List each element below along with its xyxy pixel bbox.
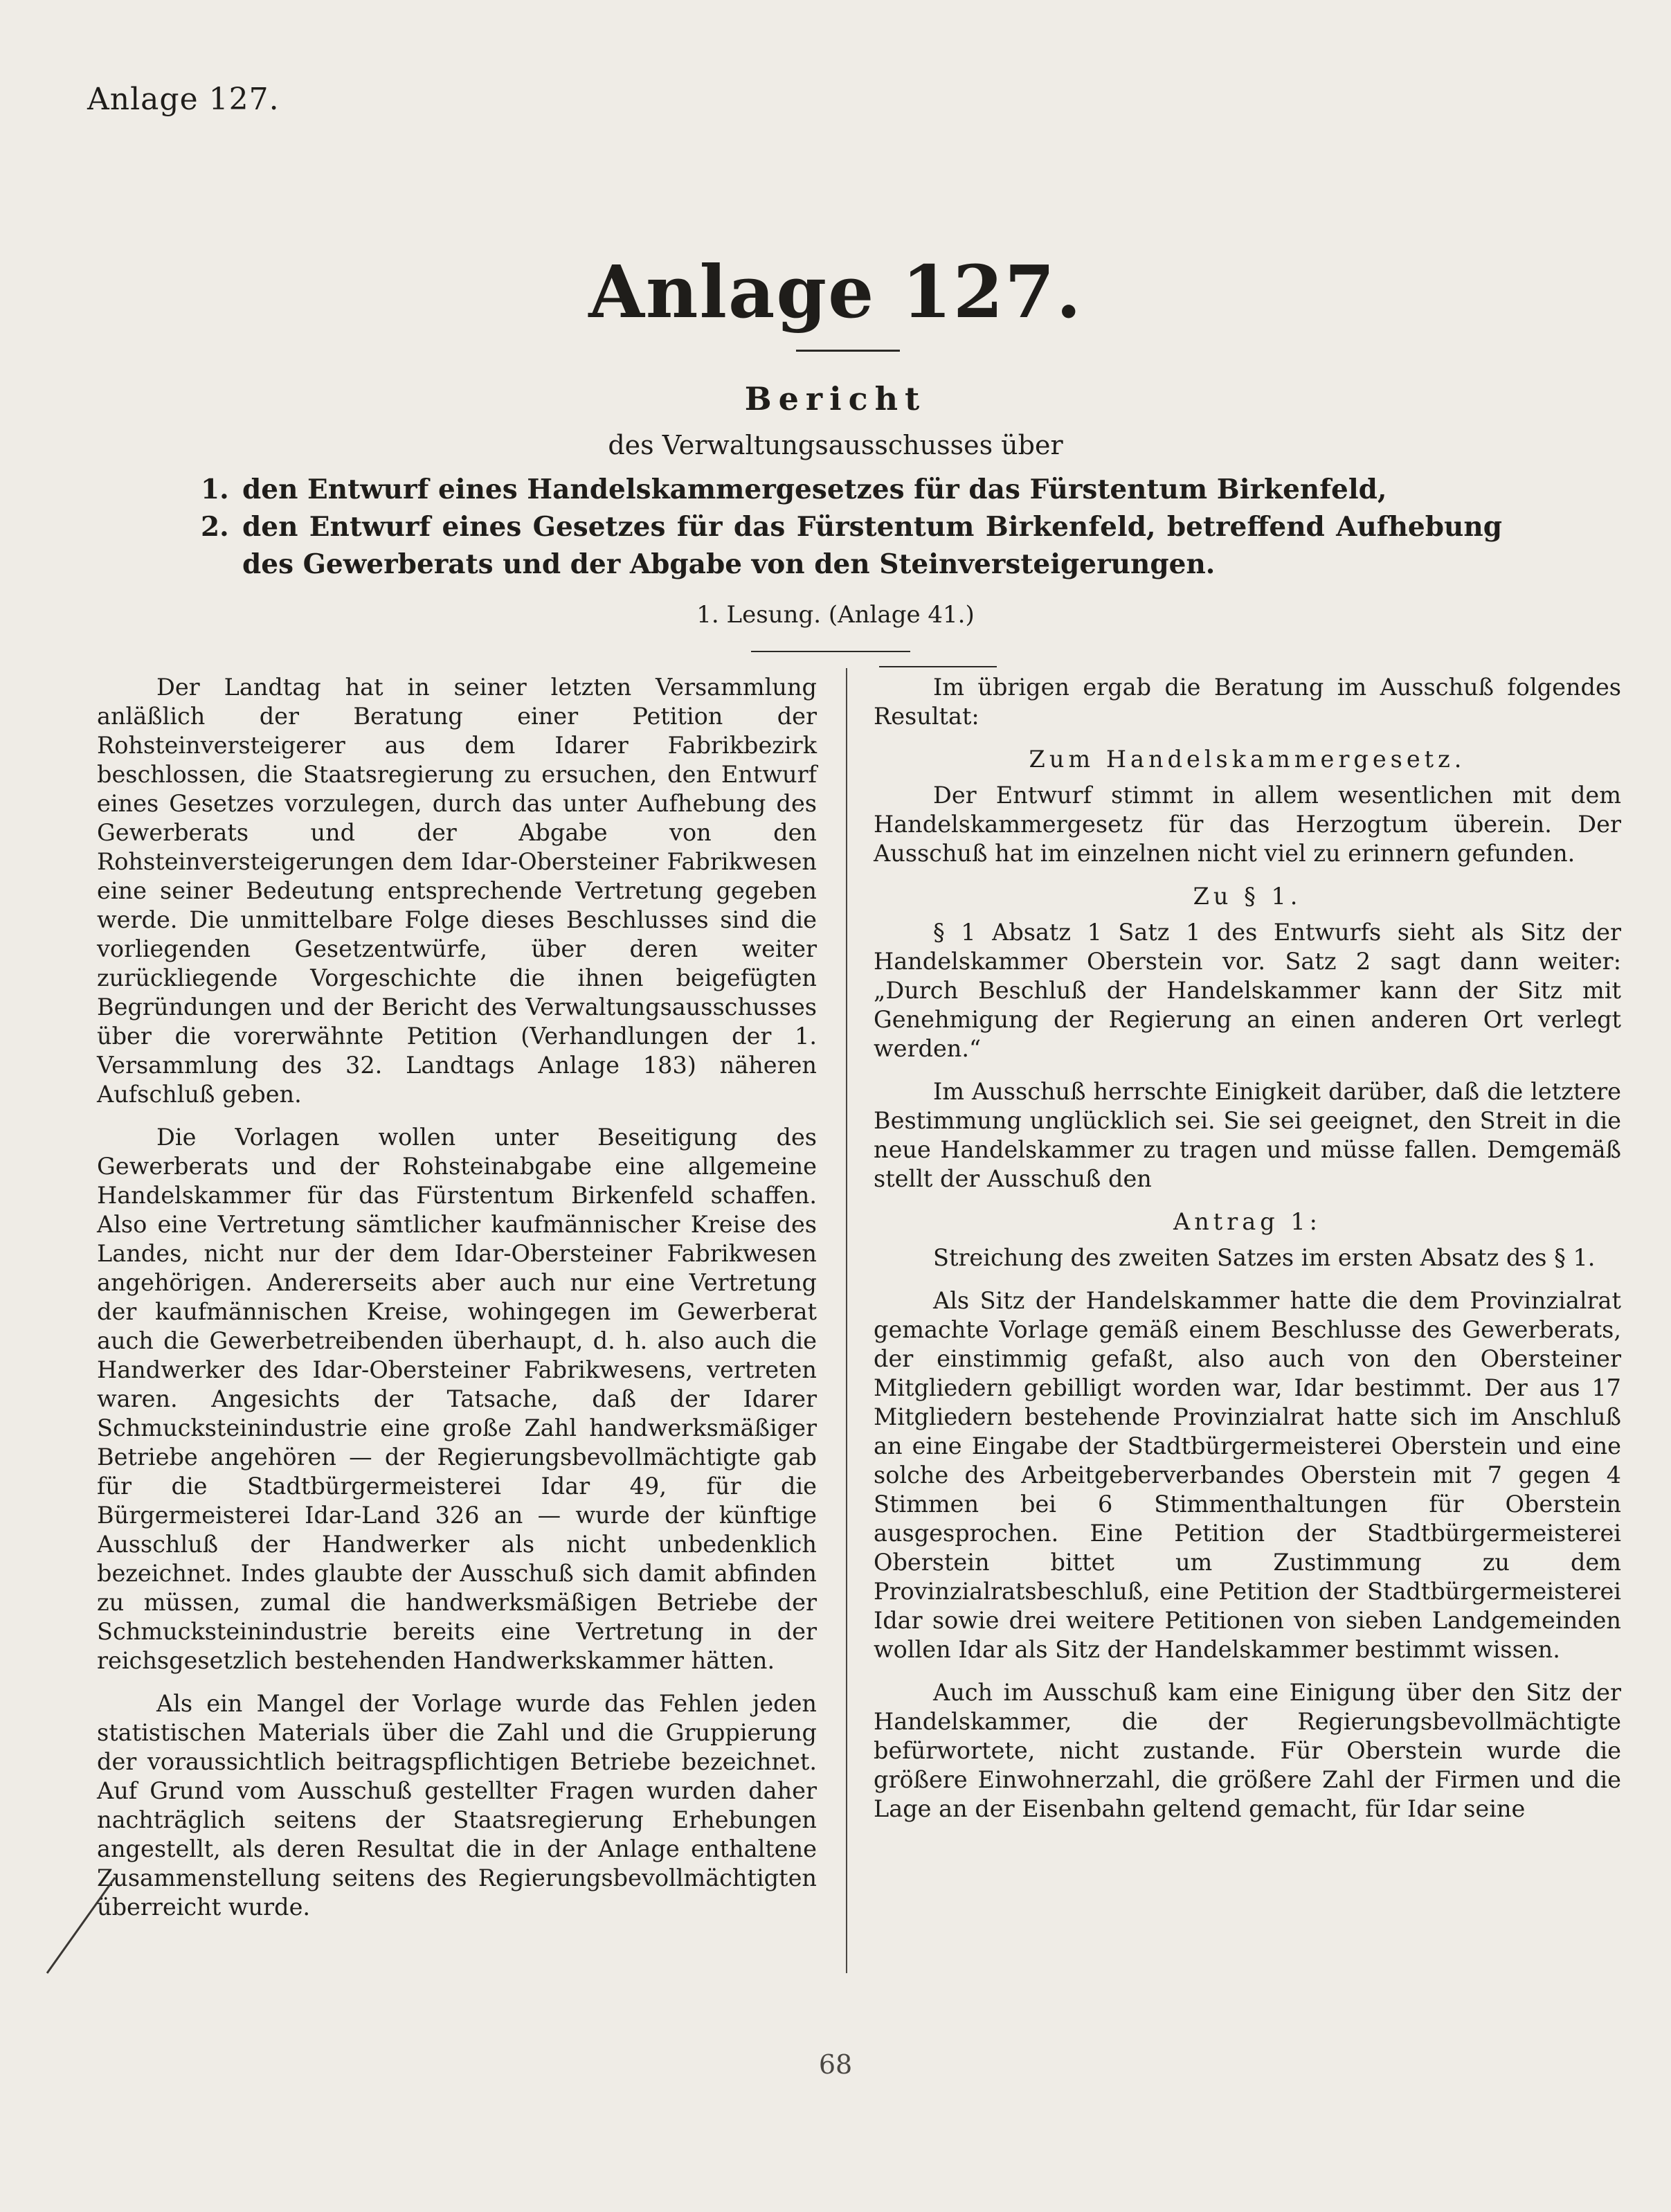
left-column [97,673,817,1936]
motion-heading: Antrag 1: [1173,1208,1321,1235]
report-header [0,374,1671,467]
subject-item-number: 2. [201,511,229,543]
section-rule [879,666,997,667]
page-title: Anlage 127. [588,249,1083,334]
pencil-mark [43,1873,119,1977]
paragraph: Der Entwurf stimmt in allem wesentlichen mit dem Handelskammergesetz für das Herzogtum überein. Der Ausschuß hat im einzelnen nicht viel zu erinnern gefunden. [874,782,1621,867]
report-subtitle: des Verwaltungsausschusses über [608,430,1063,460]
section-heading: Zu § 1. [1193,883,1302,910]
column-divider [846,668,847,1973]
paragraph: Im übrigen ergab die Beratung im Ausschuß folgendes Resultat: [874,674,1621,730]
paragraph: Die Vorlagen wollen unter Beseitigung des Gewerberats und der Rohsteinabgabe eine allgemeine Handelskammer für das Fürstentum Birkenfeld schaffen. Also eine Vertretung sämtlicher kaufmännischer Kreise des Landes, nicht nur der dem Idar-Obersteiner Fabrikwesen angehörigen. Andererseits aber auch nur eine Vertretung der kaufmännischen Kreise, wohingegen im Gewerberat auch die Gewerbetreibenden überhaupt, d. h. also auch die Handwerker des Idar-Obersteiner Fabrikwesens, vertreten waren. Angesichts der Tatsache, daß der Idarer Schmucksteinindustrie eine große Zahl handwerksmäßiger Betriebe angehören — der Regierungsbevollmächtigte gab für die Stadtbürgermeisterei Idar 49, für die Bürgermeisterei Idar-Land 326 an — wurde der künftige Ausschluß der Handwerker als nicht unbedenklich bezeichnet. Indes glaubte der Ausschuß sich damit abfinden zu müssen, zumal die handwerksmäßigen Betriebe der Schmucksteinindustrie bereits eine Vertretung in der reichsgesetzlich bestehenden Handwerkskammer hätten. [97,1124,817,1674]
paragraph: Als Sitz der Handelskammer hatte die dem Provinzialrat gemachte Vorlage gemäß einem Beschlusse des Gewerberats, der einstimmig gefaßt, also auch von den Obersteiner Mitgliedern gebilligt worden war, Idar bestimmt. Der aus 17 Mitgliedern bestehende Provinzialrat hatte sich im Anschluß an eine Eingabe der Stadtbürgermeisterei Oberstein und eine solche des Arbeitgeberverbandes Oberstein mit 7 gegen 4 Stimmen bei 6 Stimmenthaltungen für Oberstein ausgesprochen. Eine Petition der Stadtbürgermeisterei Oberstein bittet um Zustimmung zu dem Provinzialratsbeschluß, eine Petition der Stadtbürgermeisterei Idar sowie drei weitere Petitionen von sieben Landgemeinden wollen Idar als Sitz der Handelskammer bestimmt wissen. [874,1287,1621,1663]
paragraph: Auch im Ausschuß kam eine Einigung über den Sitz der Handelskammer, die der Regierungsbevollmächtigte befürwortete, nicht zustande. Für Oberstein wurde die größere Einwohnerzahl, die größere Zahl der Firmen und die Lage an der Eisenbahn geltend gemacht, für Idar seine [874,1679,1621,1822]
paragraph: § 1 Absatz 1 Satz 1 des Entwurfs sieht als Sitz der Handelskammer Oberstein vor. Satz 2 sagt dann weiter: „Durch Beschluß der Handelskammer kann der Sitz mit Genehmigung der Regierung an einen anderen Ort verlegt werden.“ [874,919,1621,1062]
report-title: Bericht [744,380,927,417]
section-rule [751,651,910,652]
paragraph: Der Landtag hat in seiner letzten Versammlung anläßlich der Beratung einer Petition der Rohsteinversteigerer aus dem Idarer Fabrikbezirk beschlossen, die Staatsregierung zu ersuchen, den Entwurf eines Gesetzes vorzulegen, durch das unter Aufhebung des Gewerberats und der Abgabe von den Rohsteinversteigerungen dem Idar-Obersteiner Fabrikwesen eine seiner Bedeutung entsprechende Vertretung gegeben werde. Die unmittelbare Folge dieses Beschlusses sind die vorliegenden Gesetzentwürfe, über deren weiter zurückliegende Vorgeschichte die ihnen beigefügten Begründungen und der Bericht des Verwaltungsausschusses über die vorerwähnte Petition (Verhandlungen der 1. Versammlung des 32. Landtags Anlage 183) näheren Aufschluß geben. [97,674,817,1108]
subject-item-text: den Entwurf eines Gesetzes für das Fürstentum Birkenfeld, betreffend Aufhebung des Gewerberats und der Abgabe von den Steinversteigerungen. [242,511,1502,580]
reading-note: 1. Lesung. (Anlage 41.) [696,601,975,629]
paragraph: Im Ausschuß herrschte Einigkeit darüber, daß die letztere Bestimmung unglücklich sei. Sie sei geeignet, den Streit in die neue Handelskammer zu tragen und müsse fallen. Demgemäß stellt der Ausschuß den [874,1078,1621,1192]
subject-item-number: 1. [201,474,229,505]
motion-text: Streichung des zweiten Satzes im ersten Absatz des § 1. [933,1244,1596,1271]
title-rule [796,350,900,352]
running-head: Anlage 127. [87,82,280,117]
subject-list [201,471,1502,583]
subject-item-text: den Entwurf eines Handelskammergesetzes für das Fürstentum Birkenfeld, [242,474,1387,505]
right-column [874,673,1621,1837]
page-number: 68 [818,2049,853,2080]
section-heading: Zum Handelskammergesetz. [1029,746,1466,773]
subject-item [201,508,1502,583]
paragraph: Als ein Mangel der Vorlage wurde das Fehlen jeden statistischen Materials über die Zahl und die Gruppierung der voraussichtlich beitragspflichtigen Betriebe bezeichnet. Auf Grund vom Ausschuß gestellter Fragen wurden daher nachträglich seitens der Staatsregierung Erhebungen angestellt, als deren Resultat die in der Anlage enthaltene Zusammenstellung seitens des Regierungsbevollmächtigten überreicht wurde. [97,1690,817,1921]
subject-item [201,471,1502,508]
